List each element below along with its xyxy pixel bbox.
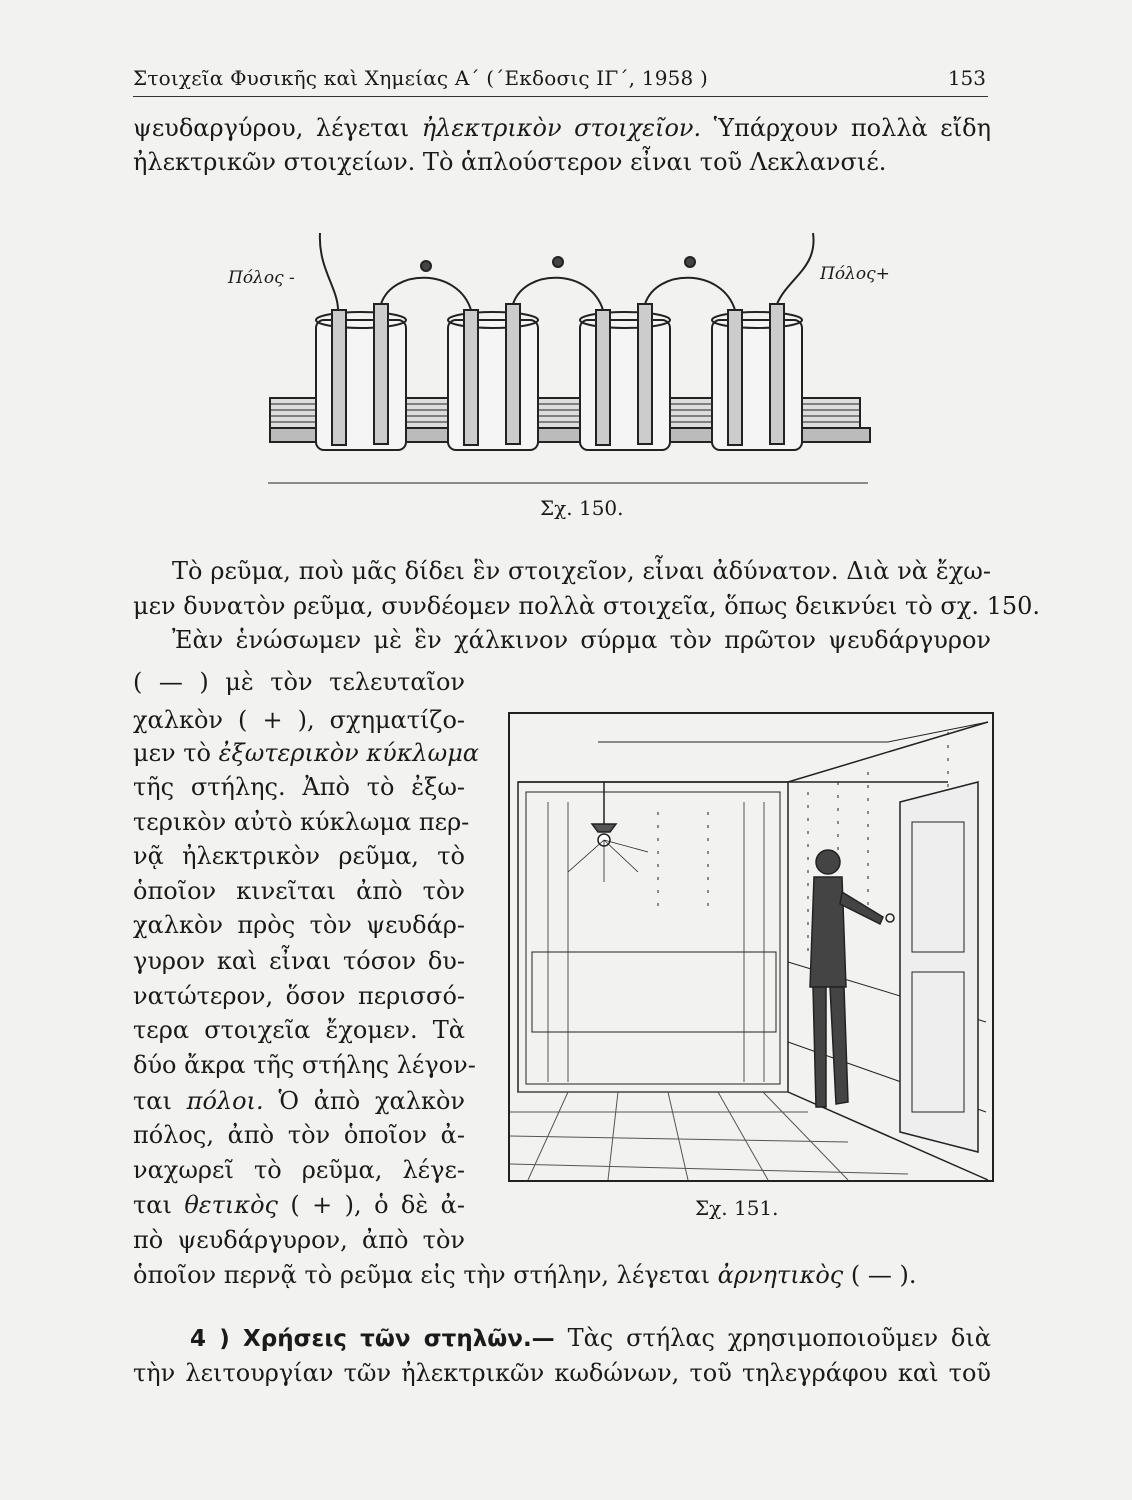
paragraph-2-line-8: ὁποῖον κινεῖται ἀπὸ τὸν xyxy=(133,877,465,905)
paragraph-1-line-1: Τὸ ρεῦμα, ποὺ μᾶς δίδει ἓν στοιχεῖον, εἶναι ἀδύνατον. Διὰ νὰ ἔχω- xyxy=(172,557,991,585)
figure-151-caption: Σχ. 151. xyxy=(695,1196,779,1220)
paragraph-1-line-2: μεν δυνατὸν ρεῦμα, συνδέομεν πολλὰ στοιχεῖα, ὅπως δεικνύει τὸ σχ. 150. xyxy=(133,592,1041,620)
paragraph-2-line-5: τῆς στήλης. Ἀπὸ τὸ ἐξω- xyxy=(133,773,465,801)
paragraph-2-line-17: ται θετικὸς ( + ), ὁ δὲ ἀ- xyxy=(133,1191,465,1219)
room-illustration xyxy=(508,712,994,1182)
section-4-heading: 4 ) Χρήσεις τῶν στηλῶν.— xyxy=(190,1326,555,1352)
paragraph-2-line-19: ὁποῖον περνᾷ τὸ ρεῦμα εἰς τὴν στήλην, λέγεται ἀρνητικὸς ( — ). xyxy=(133,1261,917,1289)
paragraph-2-line-18: πὸ ψευδάργυρον, ἀπὸ τὸν xyxy=(133,1226,465,1254)
intro-line-2: ἠλεκτρικῶν στοιχείων. Τὸ ἁπλούστερον εἶναι τοῦ Λεκλανσιέ. xyxy=(133,148,887,176)
battery-illustration xyxy=(228,228,888,496)
pole-negative-label: Πόλος - xyxy=(228,268,295,288)
section-4-line-2: τὴν λειτουργίαν τῶν ἠλεκτρικῶν κωδώνων, τοῦ τηλεγράφου καὶ τοῦ xyxy=(133,1359,991,1387)
paragraph-2-line-9: χαλκὸν πρὸς τὸν ψευδάρ- xyxy=(133,911,465,939)
paragraph-2-line-15: πόλος, ἀπὸ τὸν ὁποῖον ἀ- xyxy=(133,1121,465,1149)
paragraph-2-line-6: τερικὸν αὐτὸ κύκλωμα περ- xyxy=(133,808,470,836)
paragraph-2-line-10: γυρον καὶ εἶναι τόσον δυ- xyxy=(133,947,465,975)
figure-150-battery xyxy=(228,228,888,496)
paragraph-2-line-16: ναχωρεῖ τὸ ρεῦμα, λέγε- xyxy=(133,1156,465,1184)
running-header xyxy=(133,62,988,97)
paragraph-2-line-12: τερα στοιχεῖα ἔχομεν. Τὰ xyxy=(133,1016,465,1044)
paragraph-2-line-1: Ἐὰν ἑνώσωμεν μὲ ἓν χάλκινον σύρμα τὸν πρῶτον ψευδάργυρον xyxy=(172,626,991,654)
paragraph-2-line-14: ται πόλοι. Ὁ ἀπὸ χαλκὸν xyxy=(133,1087,465,1115)
paragraph-2-line-7: νᾷ ἠλεκτρικὸν ρεῦμα, τὸ xyxy=(133,842,465,870)
paragraph-2-line-2: ( — ) μὲ τὸν τελευταῖον xyxy=(133,668,465,696)
running-title: Στοιχεῖα Φυσικῆς καὶ Χημείας Α΄ (΄Εκδοσις ΙΓ΄, 1958 ) xyxy=(133,66,709,90)
pole-positive-label: Πόλος+ xyxy=(820,264,890,284)
paragraph-2-line-4: μεν τὸ ἐξωτερικὸν κύκλωμα xyxy=(133,739,480,767)
figure-150-caption: Σχ. 150. xyxy=(540,496,624,520)
page-number: 153 xyxy=(947,66,986,90)
figure-151-room xyxy=(508,712,994,1182)
section-4-line-1: 4 ) Χρήσεις τῶν στηλῶν.— Τὰς στήλας χρησιμοποιοῦμεν διὰ xyxy=(190,1324,991,1352)
paragraph-2-line-3: χαλκὸν ( + ), σχηματίζο- xyxy=(133,706,465,734)
paragraph-2-line-13: δύο ἄκρα τῆς στήλης λέγον- xyxy=(133,1051,476,1079)
paragraph-2-line-11: νατώτερον, ὅσον περισσό- xyxy=(133,982,465,1010)
intro-line-1: ψευδαργύρου, λέγεται ἠλεκτρικὸν στοιχεῖον. Ὑπάρχουν πολλὰ εἴδη xyxy=(133,114,991,142)
